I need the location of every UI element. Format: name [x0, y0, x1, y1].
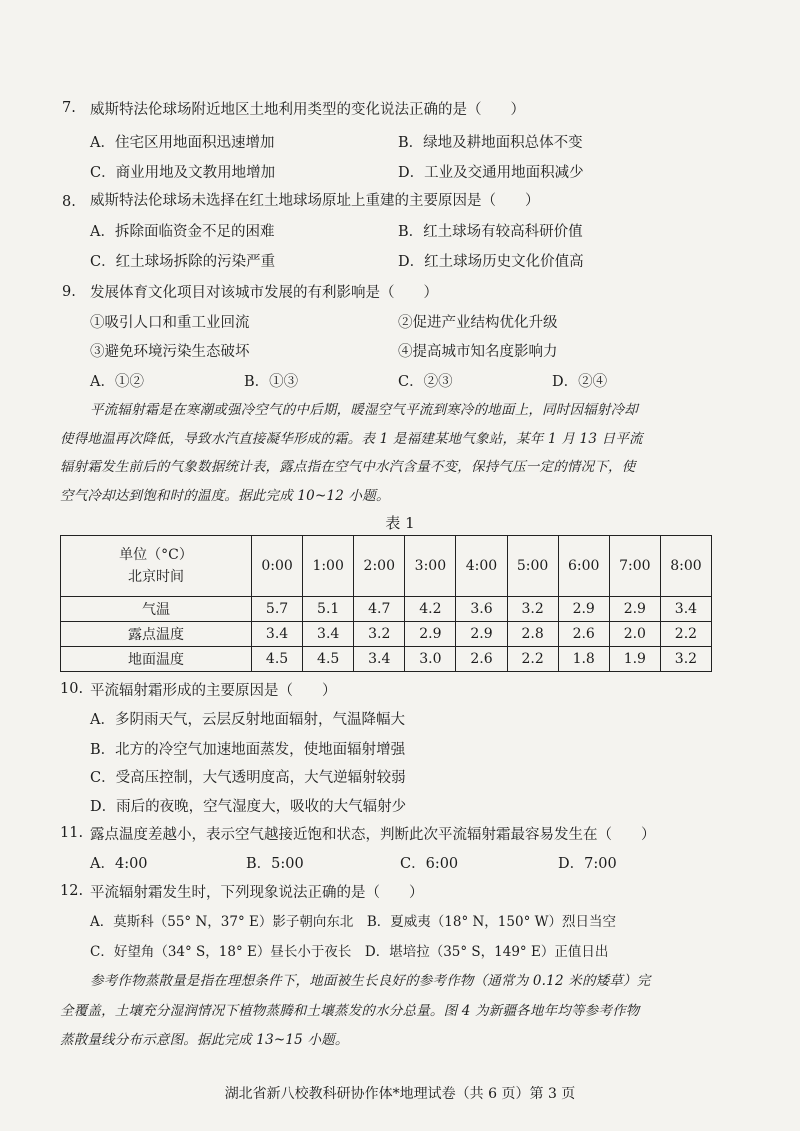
question-8-stem: 威斯特法伦球场未选择在红土地球场原址上重建的主要原因是（ ） — [90, 193, 540, 209]
table-cell: 2.9 — [558, 597, 609, 622]
question-10-option-a: A．多阴雨天气，云层反射地面辐射，气温降幅大 — [90, 712, 405, 728]
table-cell: 1.9 — [609, 647, 660, 672]
table-cell: 4.7 — [354, 597, 405, 622]
unit-label: 单位（°C） — [119, 547, 193, 563]
row-label: 气温 — [61, 597, 252, 622]
question-12-stem: 平流辐射霜发生时，下列现象说法正确的是（ ） — [90, 885, 424, 901]
table-cell: 2.6 — [558, 622, 609, 647]
time-header: 1:00 — [303, 536, 354, 597]
table-cell: 1.8 — [558, 647, 609, 672]
table-cell: 3.6 — [456, 597, 507, 622]
passage-1-line-3: 辐射霜发生前后的气象数据统计表，露点指在空气中水汽含量不变，保持气压一定的情况下，使 — [60, 459, 636, 475]
table-cell: 4.2 — [405, 597, 456, 622]
table-cell: 3.4 — [354, 647, 405, 672]
table-cell: 2.6 — [456, 647, 507, 672]
question-12-number: 12. — [60, 883, 84, 899]
question-11-option-c: C．6:00 — [400, 856, 459, 872]
question-9-item-3: ③避免环境污染生态破坏 — [90, 344, 250, 360]
question-10-stem: 平流辐射霜形成的主要原因是（ ） — [90, 683, 337, 699]
time-label: 北京时间 — [128, 569, 184, 585]
table-cell: 3.2 — [660, 647, 711, 672]
time-header: 2:00 — [354, 536, 405, 597]
question-9-stem: 发展体育文化项目对该城市发展的有利影响是（ ） — [90, 285, 438, 301]
question-9-item-4: ④提高城市知名度影响力 — [398, 344, 558, 360]
passage-1-line-2: 使得地温再次降低，导致水汽直接凝华形成的霜。表 1 是福建某地气象站，某年 1 月 13 日平流 — [60, 431, 643, 447]
table-row-dew-point — [61, 622, 712, 647]
table-cell: 3.4 — [660, 597, 711, 622]
question-7-number: 7. — [62, 100, 76, 116]
question-7-option-c: C．商业用地及文教用地增加 — [90, 165, 276, 181]
passage-2-line-3: 蒸散量线分布示意图。据此完成 13~15 小题。 — [60, 1032, 349, 1048]
question-9-option-d: D．②④ — [552, 374, 608, 390]
question-10-option-b: B．北方的冷空气加速地面蒸发，使地面辐射增强 — [90, 742, 406, 758]
question-11-option-a: A．4:00 — [90, 856, 148, 872]
time-header: 3:00 — [405, 536, 456, 597]
page-footer: 湖北省新八校教科研协作体*地理试卷（共 6 页）第 3 页 — [224, 1086, 576, 1102]
question-9-item-1: ①吸引人口和重工业回流 — [90, 315, 250, 331]
question-12-options-ab: A．莫斯科（55° N，37° E）影子朝向东北 B．夏威夷（18° N，150° W）烈日当空 — [90, 914, 616, 930]
table-cell: 2.9 — [456, 622, 507, 647]
passage-2-line-2: 全覆盖，土壤充分湿润情况下植物蒸腾和土壤蒸发的水分总量。图 4 为新疆各地年均等参考作物 — [60, 1003, 640, 1019]
question-8-number: 8. — [62, 194, 76, 210]
question-9-option-a: A．①② — [90, 374, 144, 390]
table-caption: 表 1 — [385, 514, 415, 532]
table-cell: 5.1 — [303, 597, 354, 622]
passage-2-line-1: 参考作物蒸散量是指在理想条件下，地面被生长良好的参考作物（通常为 0.12 米的矮草）完 — [90, 973, 651, 989]
question-11-stem: 露点温度差越小，表示空气越接近饱和状态，判断此次平流辐射霜最容易发生在（ ） — [90, 827, 656, 843]
table-cell: 3.4 — [303, 622, 354, 647]
question-8-option-d: D．红土球场历史文化价值高 — [398, 254, 584, 270]
question-8-option-a: A．拆除面临资金不足的困难 — [90, 224, 275, 240]
question-10-option-d: D．雨后的夜晚，空气湿度大，吸收的大气辐射少 — [90, 799, 407, 815]
table-cell: 3.2 — [507, 597, 558, 622]
time-header: 7:00 — [609, 536, 660, 597]
question-9-option-c: C．②③ — [398, 374, 453, 390]
table-cell: 4.5 — [252, 647, 303, 672]
table-cell: 2.2 — [507, 647, 558, 672]
table-cell: 3.4 — [252, 622, 303, 647]
table-cell: 3.0 — [405, 647, 456, 672]
table-cell: 2.8 — [507, 622, 558, 647]
passage-1-line-1: 平流辐射霜是在寒潮或强冷空气的中后期，暖湿空气平流到寒冷的地面上，同时因辐射冷却 — [90, 402, 638, 418]
question-7-option-b: B．绿地及耕地面积总体不变 — [398, 135, 583, 151]
question-9-number: 9. — [62, 284, 76, 300]
time-header: 8:00 — [660, 536, 711, 597]
question-10-option-c: C．受高压控制，大气透明度高，大气逆辐射较弱 — [90, 770, 406, 786]
row-label: 露点温度 — [61, 622, 252, 647]
table-cell: 2.9 — [405, 622, 456, 647]
passage-1-line-4: 空气冷却达到饱和时的温度。据此完成 10~12 小题。 — [60, 488, 390, 504]
table-cell: 4.5 — [303, 647, 354, 672]
question-10-number: 10. — [60, 681, 84, 697]
question-7-stem: 威斯特法伦球场附近地区土地利用类型的变化说法正确的是（ ） — [90, 102, 525, 118]
question-7-option-a: A．住宅区用地面积迅速增加 — [90, 135, 275, 151]
question-8-option-b: B．红土球场有较高科研价值 — [398, 224, 583, 240]
table-header-corner — [61, 536, 252, 597]
table-cell: 2.9 — [609, 597, 660, 622]
question-11-option-d: D．7:00 — [558, 856, 617, 872]
table-cell: 2.0 — [609, 622, 660, 647]
question-7-option-d: D．工业及交通用地面积减少 — [398, 165, 584, 181]
question-11-number: 11. — [60, 825, 84, 841]
row-label: 地面温度 — [61, 647, 252, 672]
time-header: 6:00 — [558, 536, 609, 597]
weather-data-table — [60, 535, 712, 672]
question-12-options-cd: C．好望角（34° S，18° E）昼长小于夜长 D．堪培拉（35° S，149° E）正值日出 — [90, 944, 609, 960]
time-header: 0:00 — [252, 536, 303, 597]
time-header: 5:00 — [507, 536, 558, 597]
table-cell: 2.2 — [660, 622, 711, 647]
question-9-option-b: B．①③ — [244, 374, 299, 390]
question-11-option-b: B．5:00 — [246, 856, 304, 872]
question-8-option-c: C．红土球场拆除的污染严重 — [90, 254, 276, 270]
table-row-air-temperature — [61, 597, 712, 622]
question-9-item-2: ②促进产业结构优化升级 — [398, 315, 558, 331]
table-header-row — [61, 536, 712, 597]
time-header: 4:00 — [456, 536, 507, 597]
table-cell: 3.2 — [354, 622, 405, 647]
table-row-ground-temperature — [61, 647, 712, 672]
table-cell: 5.7 — [252, 597, 303, 622]
